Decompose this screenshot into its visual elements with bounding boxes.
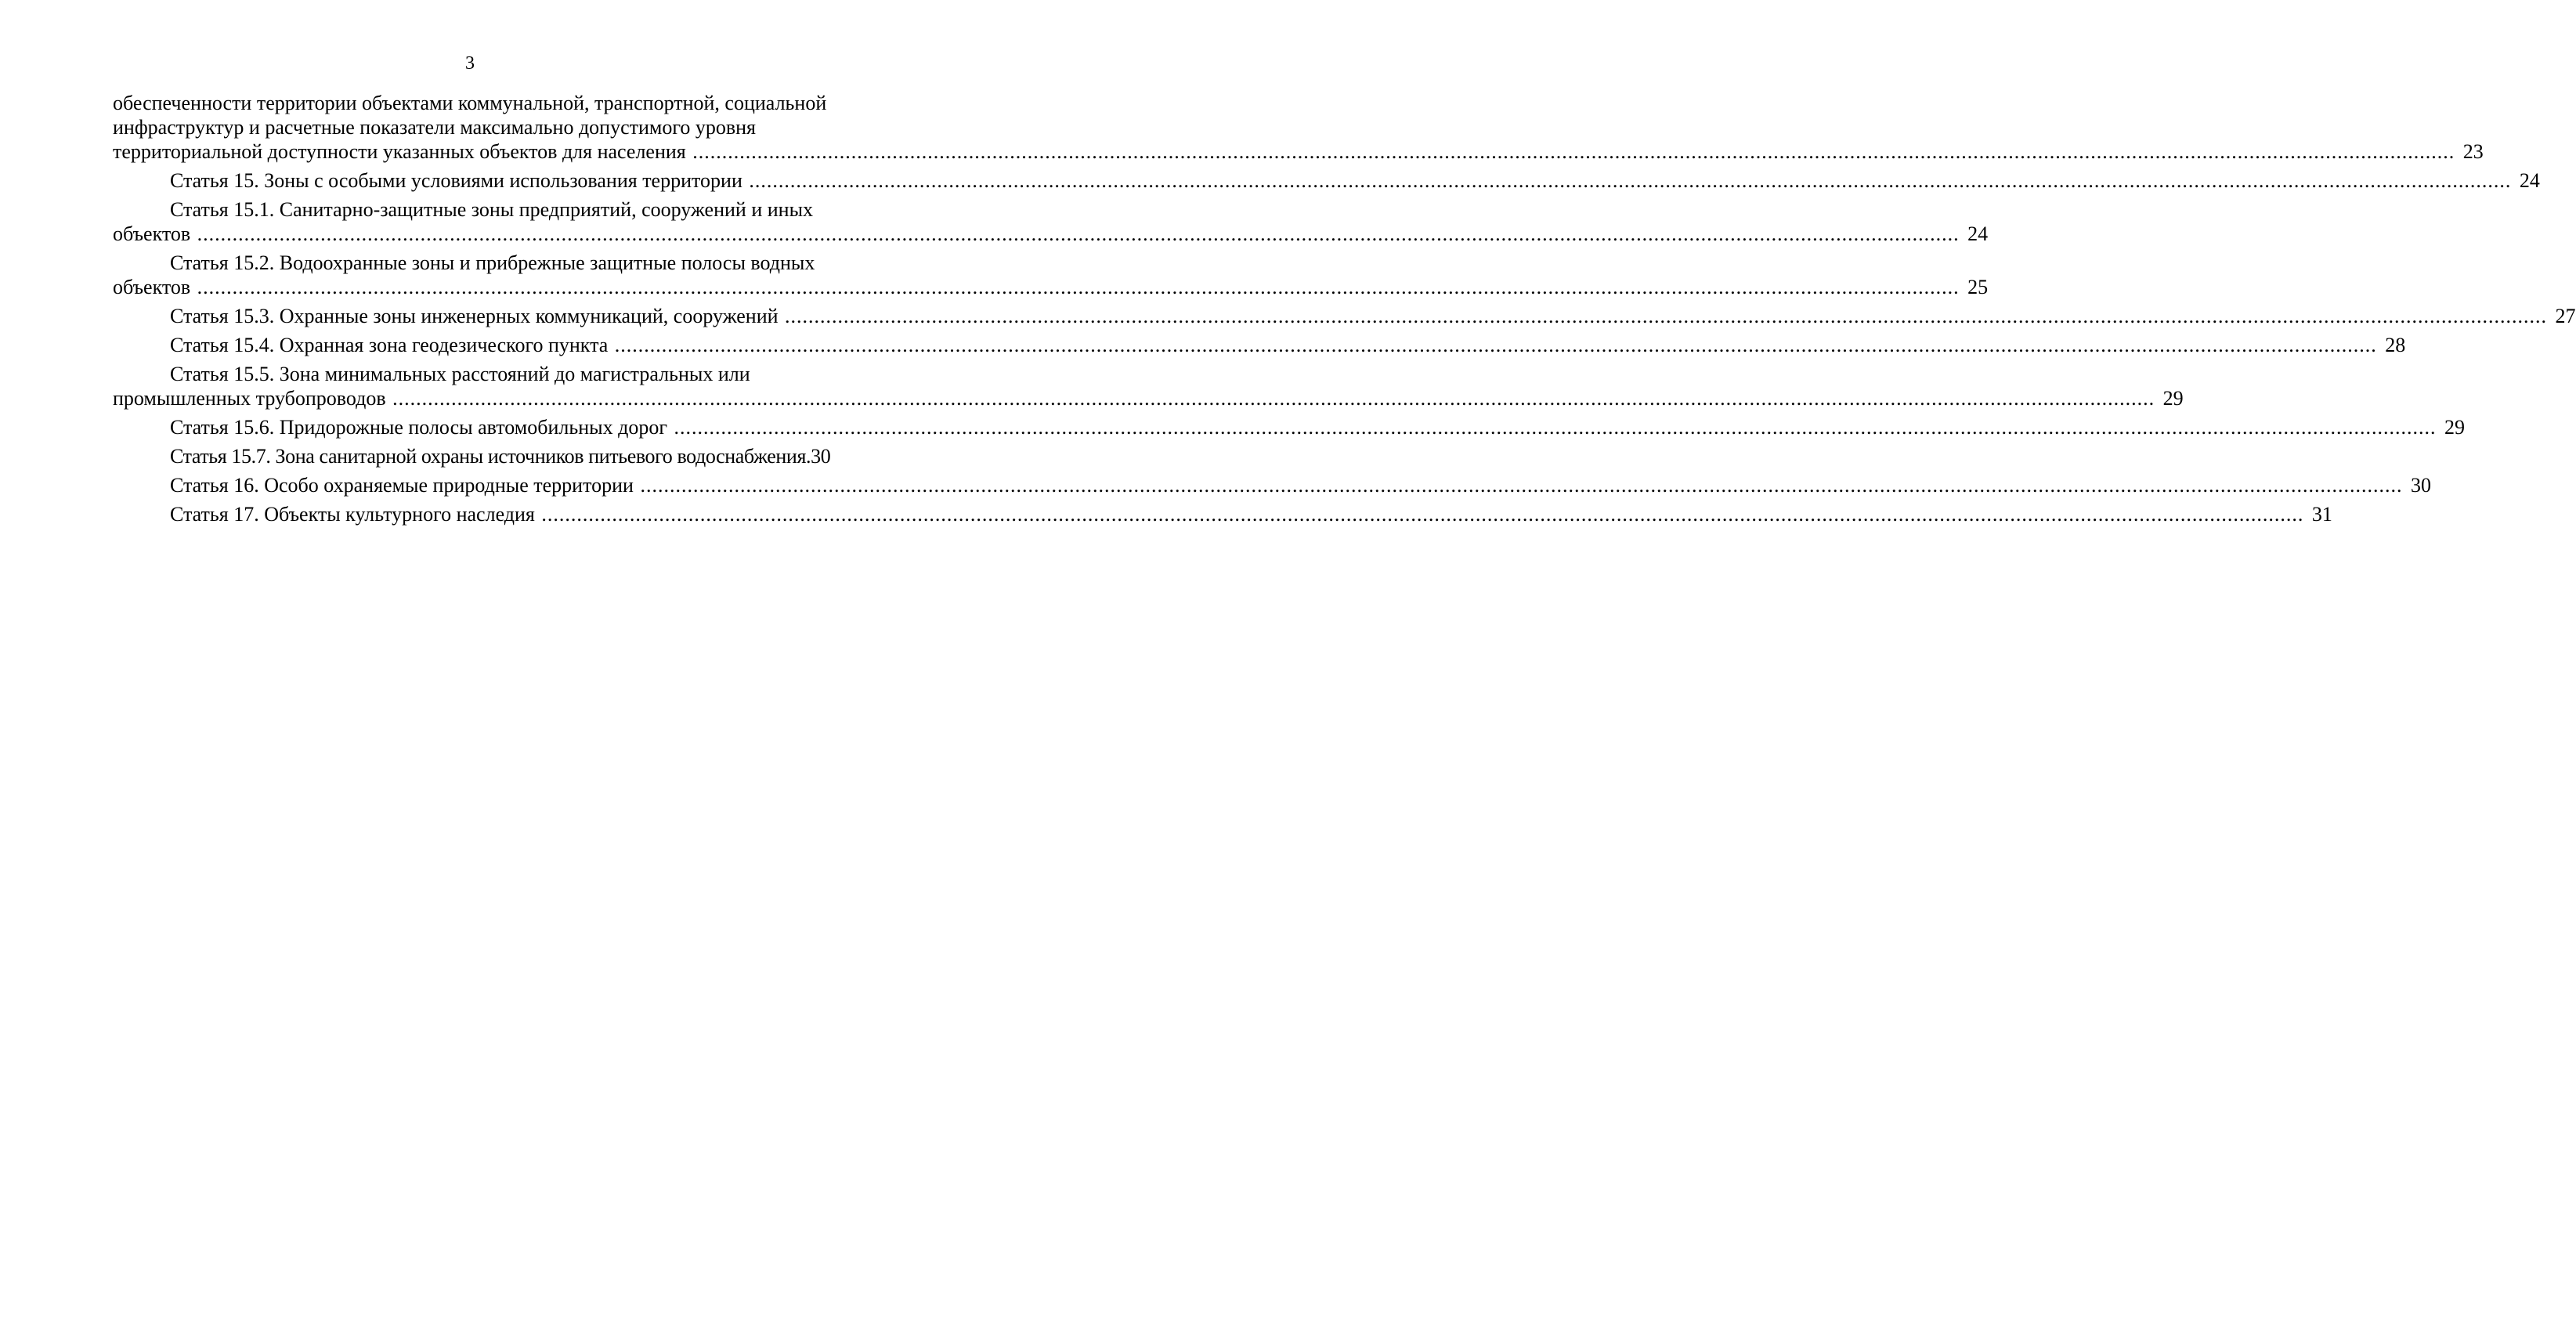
toc-entry[interactable]: [113, 473, 2431, 497]
toc-entry-text: Статья 15.1. Санитарно-защитные зоны предприятий, сооружений и иных: [170, 198, 814, 221]
dot-leader: ............................................................................................................................................................................................................................................................................................................: [197, 276, 1960, 298]
page-number: 3: [465, 53, 475, 74]
toc-entry[interactable]: [113, 168, 2540, 193]
toc-page-number: 28: [2385, 334, 2406, 356]
toc-page-number: 30: [811, 445, 831, 468]
toc-page-number: 24: [2519, 169, 2540, 192]
toc-page-number: 31: [2311, 503, 2332, 526]
toc-entry-text: инфраструктур и расчетные показатели максимально допустимого уровня: [113, 116, 757, 139]
toc-entry-text: Статья 15.6. Придорожные полосы автомобильных дорог: [170, 416, 667, 439]
toc-entry-text: Статья 15.2. Водоохранные зоны и прибрежные защитные полосы водных: [170, 251, 815, 274]
toc-entry[interactable]: [113, 91, 2484, 164]
toc-entry-text: Статья 15.3. Охранные зоны инженерных коммуникаций, сооружений: [170, 305, 779, 327]
toc-page-number: 27: [2555, 305, 2576, 327]
dot-leader: ............................................................................................................................................................................................................................................................................................................: [640, 474, 2403, 497]
dot-leader: ............................................................................................................................................................................................................................................................................................................: [749, 169, 2512, 192]
dot-leader: ............................................................................................................................................................................................................................................................................................................: [392, 387, 2155, 410]
toc-entry-text: Статья 15.5. Зона минимальных расстояний до магистральных или: [170, 363, 750, 385]
toc-entry-text: Статья 15.4. Охранная зона геодезического пункта: [170, 334, 609, 356]
toc-entry-text: обеспеченности территории объектами коммунальной, транспортной, социальной: [113, 92, 827, 114]
toc-entry[interactable]: [113, 197, 1989, 246]
toc-entry[interactable]: [113, 502, 2332, 526]
toc-entry-text: объектов: [113, 222, 191, 245]
toc-entry-text: Статья 15.7. Зона санитарной охраны источников питьевого водоснабжения.: [170, 445, 811, 468]
toc-page-number: 30: [2410, 474, 2431, 497]
toc-entry-text: Статья 17. Объекты культурного наследия: [170, 503, 535, 526]
toc-entry-text: объектов: [113, 276, 191, 298]
toc-entry-text: Статья 15. Зоны с особыми условиями использования территории: [170, 169, 742, 192]
toc-entry[interactable]: [113, 333, 2406, 357]
dot-leader: ............................................................................................................................................................................................................................................................................................................: [674, 416, 2437, 439]
table-of-contents: [113, 91, 2576, 526]
toc-page-number: 29: [2444, 416, 2465, 439]
toc-entry-text: территориальной доступности указанных объектов для населения: [113, 140, 686, 163]
dot-leader: ............................................................................................................................................................................................................................................................................................................: [692, 140, 2455, 163]
toc-entry[interactable]: [113, 362, 2184, 410]
dot-leader: ............................................................................................................................................................................................................................................................................................................: [197, 222, 1960, 245]
toc-page-number: 25: [1967, 276, 1989, 298]
toc-entry[interactable]: [113, 251, 1989, 299]
toc-entry[interactable]: [113, 415, 2465, 439]
toc-entry-text: промышленных трубопроводов: [113, 387, 386, 410]
toc-page-number: 23: [2462, 140, 2484, 163]
toc-entry[interactable]: [113, 304, 2576, 328]
toc-page-number: 24: [1967, 222, 1989, 245]
toc-entry[interactable]: [113, 444, 901, 468]
dot-leader: ............................................................................................................................................................................................................................................................................................................: [785, 305, 2548, 327]
toc-entry-text: Статья 16. Особо охраняемые природные территории: [170, 474, 634, 497]
toc-page-number: 29: [2162, 387, 2184, 410]
dot-leader: ............................................................................................................................................................................................................................................................................................................: [541, 503, 2304, 526]
dot-leader: ............................................................................................................................................................................................................................................................................................................: [614, 334, 2377, 356]
